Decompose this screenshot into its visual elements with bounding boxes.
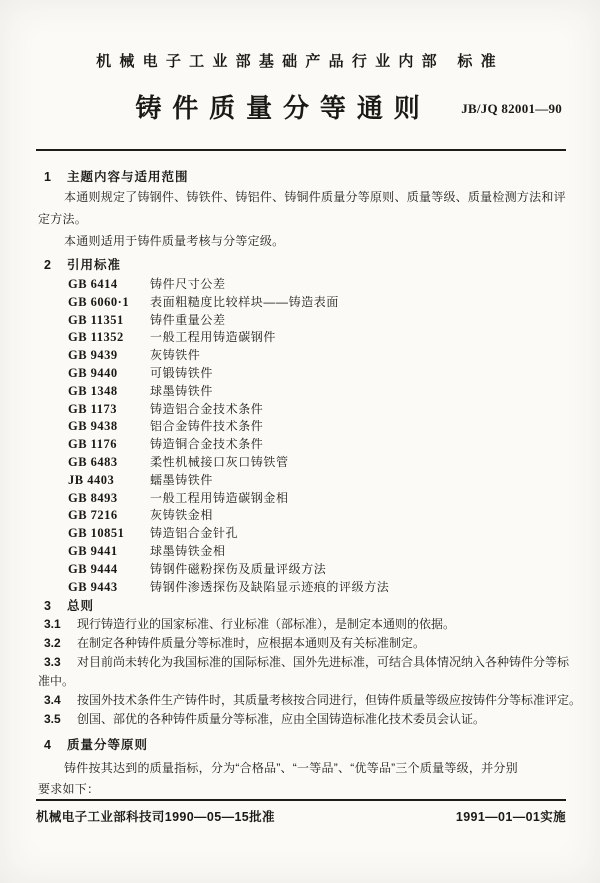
reference-standard-item <box>38 311 564 329</box>
clause-text: 创国、部优的各种铸件质量分等标准，应由全国铸造标准化技术委员会认证。 <box>77 712 486 727</box>
reference-standards-list <box>38 275 564 595</box>
clause-text: 对目前尚未转化为我国标准的国际标准、国外先进标准，可结合具体情况纳入各种铸件分等标 <box>77 655 570 670</box>
standard-name: 蠕墨铸铁件 <box>150 472 214 487</box>
standard-code: GB 9439 <box>68 348 118 363</box>
standard-code: GB 1348 <box>68 383 118 398</box>
section-title: 引用标准 <box>67 258 122 272</box>
reference-standard-item <box>38 506 564 524</box>
standard-name: 可锻铸铁件 <box>150 365 214 380</box>
clause-3-5 <box>38 710 564 729</box>
standard-code: GB 1176 <box>68 437 117 452</box>
section-2-heading <box>38 256 564 274</box>
document-body <box>38 168 582 800</box>
reference-standard-item <box>38 275 564 293</box>
reference-standard-item <box>38 382 564 400</box>
standard-name: 表面粗糙度比较样块——铸造表面 <box>150 294 340 309</box>
standard-code: GB 6483 <box>68 454 118 469</box>
reference-standard-item <box>38 364 564 382</box>
clause-3-3-continuation: 准中。 <box>38 674 75 689</box>
header-rule <box>36 149 566 151</box>
reference-standard-item <box>38 471 564 489</box>
standard-name: 铸造铝合金针孔 <box>150 526 239 541</box>
standard-name: 铸件重量公差 <box>150 312 226 327</box>
section-title: 总则 <box>67 599 95 614</box>
standard-name: 灰铸铁金相 <box>150 508 214 523</box>
reference-standard-item <box>38 489 564 507</box>
section-number: 1 <box>44 170 51 184</box>
reference-standard-item <box>38 542 564 560</box>
standard-code: GB 1173 <box>68 401 117 416</box>
paragraph-scope-line-2: 定方法。 <box>38 212 87 226</box>
standard-name: 一般工程用铸造碳钢件 <box>150 330 277 345</box>
standard-name: 铸钢件磁粉探伤及质量评级方法 <box>150 561 327 576</box>
clause-3-1 <box>38 615 564 634</box>
standard-code: GB 6414 <box>68 277 118 291</box>
section-number: 2 <box>44 258 51 272</box>
standard-code: GB 11351 <box>68 312 124 327</box>
clause-number: 3.2 <box>44 636 61 651</box>
reference-standard-item <box>38 328 564 346</box>
clause-number: 3.5 <box>44 712 61 727</box>
standard-code: GB 10851 <box>68 526 125 541</box>
paragraph-line: 铸件按其达到的质量指标，分为“合格品”、“一等品”、“优等品”三个质量等级，并分别 <box>64 761 518 776</box>
reference-standard-item <box>38 560 564 578</box>
clause-number: 3.3 <box>44 655 61 670</box>
standard-name: 铸钢件渗透探伤及缺陷显示迹痕的评级方法 <box>150 579 390 594</box>
section-number: 3 <box>44 599 51 614</box>
clause-number: 3.4 <box>44 693 61 708</box>
standard-name: 铸件尺寸公差 <box>150 277 226 291</box>
clause-text: 现行铸造行业的国家标准、行业标准（部标准），是制定本通则的依据。 <box>77 617 456 632</box>
standard-code: JB 4403 <box>68 472 115 487</box>
paragraph-scope-line-1: 本通则规定了铸钢件、铸铁件、铸铝件、铸铜件质量分等原则、质量等级、质量检测方法和评 <box>64 190 566 204</box>
reference-standard-item <box>38 400 564 418</box>
reference-standard-item <box>38 435 564 453</box>
implementation-note: 1991—01—01实施 <box>455 810 566 824</box>
reference-standard-item <box>38 346 564 364</box>
standard-number: JB/JQ 82001—90 <box>461 101 562 116</box>
clause-text: 按国外技术条件生产铸件时，其质量考核按合同进行，但铸件质量等级应按铸件分等标准评定。 <box>77 693 582 708</box>
reference-standard-item <box>38 293 564 311</box>
document-title: 铸件质量分等通则 <box>135 93 431 123</box>
reference-standard-item <box>38 453 564 471</box>
clause-3-4 <box>38 691 582 710</box>
section-title: 质量分等原则 <box>67 738 149 753</box>
section-title: 主题内容与适用范围 <box>67 170 189 184</box>
standard-code: GB 9444 <box>68 561 118 576</box>
standard-name: 球墨铸铁件 <box>150 383 214 398</box>
standard-name: 铝合金铸件技术条件 <box>150 419 264 434</box>
issuing-org-line: 机械电子工业部基础产品行业内部 标准 <box>96 53 504 70</box>
standard-name: 柔性机械接口灰口铸铁管 <box>150 454 289 469</box>
section-3-heading <box>38 597 564 615</box>
reference-standard-item <box>38 524 564 542</box>
section-1-heading <box>38 168 564 186</box>
clause-3-2 <box>38 634 564 653</box>
standard-code: GB 6060·1 <box>68 294 130 309</box>
clause-text: 在制定各种铸件质量分等标准时，应根据本通则及有关标准制定。 <box>77 636 426 651</box>
standard-code: GB 11352 <box>68 330 124 345</box>
reference-standard-item <box>38 578 564 596</box>
standard-code: GB 9440 <box>68 365 118 380</box>
clause-3-3 <box>38 653 570 672</box>
standard-code: GB 9443 <box>68 579 118 594</box>
clause-number: 3.1 <box>44 617 61 632</box>
standard-code: GB 9441 <box>68 543 118 558</box>
reference-standard-item <box>38 417 564 435</box>
standard-code: GB 9438 <box>68 419 118 434</box>
paragraph-line: 要求如下： <box>38 782 100 797</box>
standard-name: 铸造铜合金技术条件 <box>150 437 264 452</box>
section-number: 4 <box>44 738 51 753</box>
document-footer <box>36 799 566 825</box>
standard-name: 一般工程用铸造碳钢金相 <box>150 490 289 505</box>
standard-code: GB 8493 <box>68 490 118 505</box>
standard-name: 灰铸铁件 <box>150 348 201 363</box>
title-row <box>0 88 600 128</box>
standard-code: GB 7216 <box>68 508 118 523</box>
approval-note: 机械电子工业部科技司1990—05—15批准 <box>36 810 275 824</box>
section-4-heading <box>38 736 564 754</box>
standard-name: 铸造铝合金技术条件 <box>150 401 264 416</box>
grading-principle-paragraph <box>38 758 564 800</box>
paragraph-applicability: 本通则适用于铸件质量考核与分等定级。 <box>64 234 285 248</box>
standard-name: 球墨铸铁金相 <box>150 543 226 558</box>
